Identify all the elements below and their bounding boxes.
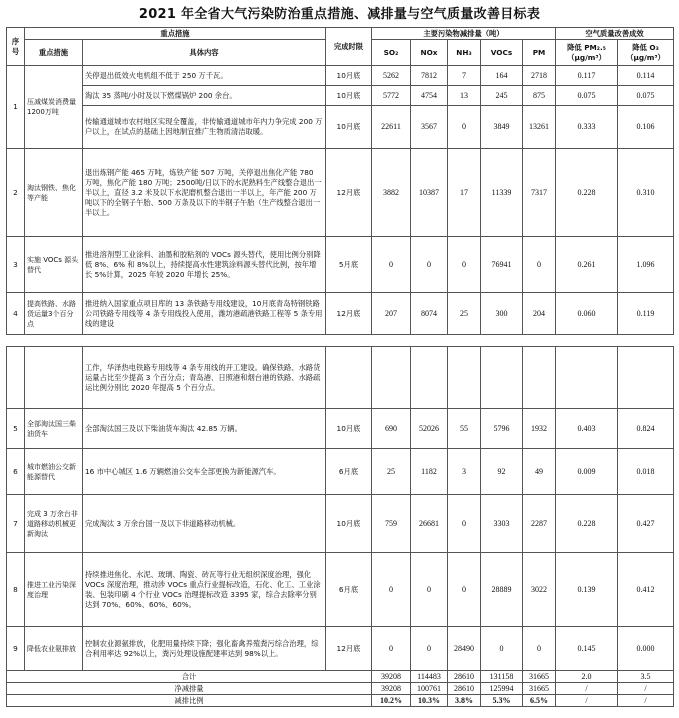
table-row <box>7 553 674 627</box>
row-measure: 压减煤炭消费量1200万吨 <box>25 66 83 149</box>
cell-nox: 100761 <box>411 683 448 695</box>
cell-nh3: 28610 <box>448 671 481 683</box>
cell-nox: 10.3% <box>411 695 448 707</box>
summary-label: 合计 <box>7 671 372 683</box>
row-measure: 全部淘汰国三柴油货车 <box>25 409 83 449</box>
row-deadline: 6月底 <box>326 449 372 495</box>
summary-row <box>7 683 674 695</box>
cell-vocs: 11339 <box>481 149 523 237</box>
cell-pm: 13261 <box>523 106 556 149</box>
cell-nh3: 17 <box>448 149 481 237</box>
table-row <box>7 86 674 106</box>
cell-so2: 39208 <box>372 683 411 695</box>
cell-o3: 0.114 <box>618 66 674 86</box>
header-vocs: VOCs <box>481 40 523 66</box>
cell-pm: 0 <box>523 627 556 671</box>
cell-o3: 0.310 <box>618 149 674 237</box>
cell-nh3: 0 <box>448 106 481 149</box>
row-measure: 降低农业氨排放 <box>25 627 83 671</box>
cell-pm25: / <box>556 683 618 695</box>
summary-label: 净减排量 <box>7 683 372 695</box>
row-deadline <box>326 347 372 409</box>
cell-nox: 26681 <box>411 495 448 553</box>
header-seq: 序号 <box>7 28 25 66</box>
table-row <box>7 347 674 409</box>
cell-o3: 0.119 <box>618 293 674 335</box>
cell-so2: 759 <box>372 495 411 553</box>
cell-vocs: 125994 <box>481 683 523 695</box>
row-deadline: 10月底 <box>326 106 372 149</box>
page-title: 2021 年全省大气污染防治重点措施、减排量与空气质量改善目标表 <box>138 7 541 22</box>
cell-pm: 2287 <box>523 495 556 553</box>
row-content: 退出炼钢产能 465 万吨，炼铁产能 507 万吨，关停退出焦化产能 780 万吨，焦化产能 180 万吨；2500吨/日以下的水泥熟料生产线整合退出一半以上，直径 3.2 米及以下水泥磨机整合退出一半以上，年产能 200 万吨以下的全钢子午胎、500 万条及以下的半钢子午胎（生产线整合退出一半以上。 <box>83 149 326 237</box>
cell-nox: 4754 <box>411 86 448 106</box>
row-content: 关停退出低效火电机组不低于 250 万千瓦。 <box>83 66 326 86</box>
row-seq: 9 <box>7 627 25 671</box>
summary-label: 减排比例 <box>7 695 372 707</box>
cell-so2: 0 <box>372 627 411 671</box>
table-row <box>7 627 674 671</box>
row-measure: 城市燃油公交新能源替代 <box>25 449 83 495</box>
cell-nox: 0 <box>411 237 448 293</box>
header-measures-group: 重点措施 <box>25 28 326 40</box>
cell-vocs: 164 <box>481 66 523 86</box>
cell-o3: 0.075 <box>618 86 674 106</box>
cell-vocs: 0 <box>481 627 523 671</box>
header-content: 具体内容 <box>83 40 326 66</box>
row-measure: 提高铁路、水路货运量3个百分点 <box>25 293 83 335</box>
row-measure: 完成 3 万余台非道路移动机械更新淘汰 <box>25 495 83 553</box>
cell-pm: 31665 <box>523 671 556 683</box>
row-deadline: 10月底 <box>326 66 372 86</box>
cell-pm: 6.5% <box>523 695 556 707</box>
cell-pm25: 0.145 <box>556 627 618 671</box>
table-row <box>7 237 674 293</box>
cell-nox: 7812 <box>411 66 448 86</box>
cell-so2: 5262 <box>372 66 411 86</box>
header-pm25: 降低 PM₂.₅（μg/m³） <box>556 40 618 66</box>
cell-nh3: 28610 <box>448 683 481 695</box>
table-row <box>7 293 674 335</box>
table-row <box>7 409 674 449</box>
cell-pm <box>523 347 556 409</box>
cell-o3: 0.824 <box>618 409 674 449</box>
row-seq: 1 <box>7 66 25 149</box>
cell-pm: 7317 <box>523 149 556 237</box>
cell-nh3: 0 <box>448 495 481 553</box>
row-seq: 5 <box>7 409 25 449</box>
cell-vocs: 5.3% <box>481 695 523 707</box>
header-key-measure: 重点措施 <box>25 40 83 66</box>
row-content: 推进溶剂型工业涂料、油墨和胶粘剂的 VOCs 源头替代，使用比例分别降低 8%、6% 和 8%以上，持续提高水性建筑涂料源头替代比例，按年增长 5%计算，2025 年较 2020 年增长 25%。 <box>83 237 326 293</box>
cell-nox <box>411 347 448 409</box>
cell-so2: 39208 <box>372 671 411 683</box>
row-deadline: 10月底 <box>326 86 372 106</box>
cell-o3: 0.412 <box>618 553 674 627</box>
header-nh3: NH₃ <box>448 40 481 66</box>
row-content: 全部淘汰国三及以下柴油货车淘汰 42.85 万辆。 <box>83 409 326 449</box>
row-deadline: 12月底 <box>326 293 372 335</box>
cell-pm25 <box>556 347 618 409</box>
cell-nox: 8074 <box>411 293 448 335</box>
row-content: 16 市中心城区 1.6 万辆燃油公交车全部更换为新能源汽车。 <box>83 449 326 495</box>
cell-so2: 0 <box>372 237 411 293</box>
row-seq: 4 <box>7 293 25 335</box>
header-aq-group: 空气质量改善成效 <box>556 28 674 40</box>
row-content: 控制农业源氨排放，化肥用量持续下降；强化畜禽养殖粪污综合治理，综合利用率达 92%以上，粪污处理设施配建率达到 98%以上。 <box>83 627 326 671</box>
row-content: 工作，华泽热电铁路专用线等 4 条专用线的开工建设。确保铁路、水路货运量占比至少提高 3 个百分点；青岛港、日照港和烟台港的铁路、水路疏运比例分别比 2020 年提高 5 个百分点。 <box>83 347 326 409</box>
cell-o3: 0.000 <box>618 627 674 671</box>
summary-row <box>7 695 674 707</box>
row-measure <box>25 347 83 409</box>
header-deadline: 完成时限 <box>326 28 372 66</box>
header-o3: 降低 O₃（μg/m³） <box>618 40 674 66</box>
table-row <box>7 495 674 553</box>
cell-nh3: 25 <box>448 293 481 335</box>
cell-vocs: 76941 <box>481 237 523 293</box>
cell-pm: 49 <box>523 449 556 495</box>
measures-table-part2 <box>6 346 674 707</box>
cell-nh3: 0 <box>448 553 481 627</box>
row-content: 完成淘汰 3 万余台国一及以下非道路移动机械。 <box>83 495 326 553</box>
table-row <box>7 149 674 237</box>
row-content: 持续推进焦化、水泥、玻璃、陶瓷、砖瓦等行业无组织深度治理，强化 VOCs 深度治理，推动涉 VOCs 重点行业提标改造，石化、化工、工业涂装、包装印刷 4 个行业 VOCs 治理提标改造 3395 家，综合去除率分别达到 70%、60%、60%、60%。 <box>83 553 326 627</box>
cell-pm: 1932 <box>523 409 556 449</box>
header-reduction-group: 主要污染物减排量（吨） <box>372 28 556 40</box>
cell-vocs <box>481 347 523 409</box>
summary-row <box>7 671 674 683</box>
row-content: 推进纳入国家重点项目库的 13 条铁路专用线建设，10月底青岛特钢铁路公司铁路专用线等 4 条专用线投入使用，潍坊港疏港铁路工程等 5 条专用线的建设 <box>83 293 326 335</box>
row-measure: 淘汰钢铁、焦化等产能 <box>25 149 83 237</box>
cell-nh3 <box>448 347 481 409</box>
cell-o3: / <box>618 683 674 695</box>
cell-pm25: 0.075 <box>556 86 618 106</box>
table-row <box>7 449 674 495</box>
cell-pm25: 0.228 <box>556 149 618 237</box>
cell-pm25: 0.261 <box>556 237 618 293</box>
row-seq: 7 <box>7 495 25 553</box>
cell-nh3: 13 <box>448 86 481 106</box>
cell-vocs: 3303 <box>481 495 523 553</box>
header-nox: NOx <box>411 40 448 66</box>
cell-nox: 0 <box>411 627 448 671</box>
measures-table-part1 <box>6 27 674 335</box>
cell-pm: 31665 <box>523 683 556 695</box>
row-seq: 2 <box>7 149 25 237</box>
cell-nh3: 28490 <box>448 627 481 671</box>
cell-vocs: 300 <box>481 293 523 335</box>
row-seq: 8 <box>7 553 25 627</box>
cell-pm25: / <box>556 695 618 707</box>
row-deadline: 10月底 <box>326 495 372 553</box>
cell-vocs: 28889 <box>481 553 523 627</box>
cell-nh3: 3 <box>448 449 481 495</box>
row-deadline: 5月底 <box>326 237 372 293</box>
cell-nox: 3567 <box>411 106 448 149</box>
cell-o3: 1.096 <box>618 237 674 293</box>
row-measure: 推进工业污染深度治理 <box>25 553 83 627</box>
row-seq: 3 <box>7 237 25 293</box>
row-content: 淘汰 35 蒸吨/小时及以下燃煤锅炉 200 余台。 <box>83 86 326 106</box>
cell-nox: 1182 <box>411 449 448 495</box>
cell-vocs: 131158 <box>481 671 523 683</box>
row-content: 传输通道城市农村地区实现全覆盖，非传输通道城市年内力争完成 200 万户以上，在试点的基础上因地制宜推广生物质清洁取暖。 <box>83 106 326 149</box>
header-pm: PM <box>523 40 556 66</box>
cell-nh3: 0 <box>448 237 481 293</box>
cell-vocs: 245 <box>481 86 523 106</box>
row-measure: 实施 VOCs 源头替代 <box>25 237 83 293</box>
cell-pm25: 0.117 <box>556 66 618 86</box>
cell-pm25: 0.139 <box>556 553 618 627</box>
cell-pm25: 0.060 <box>556 293 618 335</box>
cell-o3: 0.106 <box>618 106 674 149</box>
cell-pm: 2718 <box>523 66 556 86</box>
row-seq: 6 <box>7 449 25 495</box>
cell-o3: 0.018 <box>618 449 674 495</box>
table-row <box>7 106 674 149</box>
cell-so2: 10.2% <box>372 695 411 707</box>
cell-so2: 0 <box>372 553 411 627</box>
cell-so2: 207 <box>372 293 411 335</box>
cell-pm25: 0.333 <box>556 106 618 149</box>
cell-o3: 0.427 <box>618 495 674 553</box>
row-seq <box>7 347 25 409</box>
table-row <box>7 66 674 86</box>
cell-pm25: 2.0 <box>556 671 618 683</box>
cell-so2: 5772 <box>372 86 411 106</box>
cell-so2: 25 <box>372 449 411 495</box>
cell-nox: 114483 <box>411 671 448 683</box>
cell-vocs: 92 <box>481 449 523 495</box>
cell-nh3: 55 <box>448 409 481 449</box>
cell-o3: 3.5 <box>618 671 674 683</box>
cell-pm: 875 <box>523 86 556 106</box>
cell-vocs: 3849 <box>481 106 523 149</box>
cell-nh3: 7 <box>448 66 481 86</box>
cell-o3 <box>618 347 674 409</box>
row-deadline: 12月底 <box>326 149 372 237</box>
cell-pm: 3022 <box>523 553 556 627</box>
cell-pm: 204 <box>523 293 556 335</box>
header-so2: SO₂ <box>372 40 411 66</box>
cell-nh3: 3.8% <box>448 695 481 707</box>
row-deadline: 10月底 <box>326 409 372 449</box>
cell-pm25: 0.403 <box>556 409 618 449</box>
cell-so2: 22611 <box>372 106 411 149</box>
cell-so2: 3882 <box>372 149 411 237</box>
cell-so2: 690 <box>372 409 411 449</box>
cell-pm25: 0.228 <box>556 495 618 553</box>
cell-so2 <box>372 347 411 409</box>
cell-vocs: 5796 <box>481 409 523 449</box>
row-deadline: 12月底 <box>326 627 372 671</box>
cell-pm25: 0.009 <box>556 449 618 495</box>
cell-o3: / <box>618 695 674 707</box>
cell-pm: 0 <box>523 237 556 293</box>
cell-nox: 52026 <box>411 409 448 449</box>
row-deadline: 6月底 <box>326 553 372 627</box>
cell-nox: 0 <box>411 553 448 627</box>
cell-nox: 10387 <box>411 149 448 237</box>
